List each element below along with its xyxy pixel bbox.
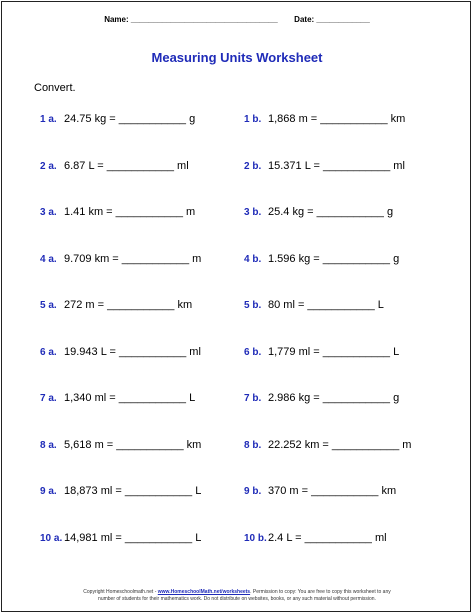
problem-7a	[40, 391, 195, 405]
problem-number: 8 a.	[40, 439, 57, 451]
problem-text[interactable]: 1,340 ml = ___________ L	[64, 392, 196, 404]
problem-4a	[40, 252, 201, 266]
instruction-text: Convert.	[34, 82, 76, 94]
problem-number: 6 b.	[244, 346, 262, 358]
problem-number: 3 a.	[40, 207, 57, 218]
name-date-header	[0, 15, 474, 24]
footer-line-2: number of students for their mathematics work. Do not distribute on websites, books, or any such material without permission.	[98, 596, 376, 602]
problem-number: 2 a.	[40, 160, 57, 172]
problem-4b	[244, 252, 399, 266]
date-label: Date:	[294, 15, 315, 24]
problem-number: 6 a.	[40, 346, 57, 358]
problem-number: 4 a.	[40, 253, 57, 265]
problem-number: 7 a.	[40, 393, 57, 404]
problem-number: 5 a.	[40, 300, 57, 311]
footer-prefix: Copyright Homeschoolmath.net -	[83, 589, 158, 595]
problem-2b	[244, 159, 405, 173]
problem-number: 2 b.	[244, 160, 262, 172]
problem-text[interactable]: 370 m = ___________ km	[268, 485, 397, 497]
page-title: Measuring Units Worksheet	[151, 50, 323, 65]
problem-6a	[40, 345, 201, 359]
problem-number: 1 a.	[40, 114, 57, 125]
date-blank[interactable]: ____________	[316, 15, 370, 24]
problem-8b	[244, 438, 411, 452]
problem-text[interactable]: 15.371 L = ___________ ml	[268, 159, 405, 172]
problem-3b	[244, 205, 393, 219]
problem-1a	[40, 112, 195, 126]
problem-text[interactable]: 6.87 L = ___________ ml	[64, 159, 189, 172]
problem-number: 5 b.	[244, 300, 262, 311]
problem-text[interactable]: 1,868 m = ___________ km	[268, 113, 406, 125]
problem-3a	[40, 205, 195, 219]
problem-text[interactable]: 2.4 L = ___________ ml	[268, 531, 387, 544]
problem-5b	[244, 298, 384, 312]
problem-text[interactable]: 22.252 km = ___________ m	[268, 438, 412, 451]
problem-number: 1 b.	[244, 114, 262, 125]
problem-text[interactable]: 1,779 ml = ___________ L	[268, 345, 400, 358]
problem-10a	[40, 531, 201, 545]
problem-5a	[40, 298, 192, 312]
problem-text[interactable]: 1.596 kg = ___________ g	[268, 252, 400, 265]
copyright-footer	[0, 589, 474, 603]
problem-9b	[244, 484, 396, 498]
problem-6b	[244, 345, 399, 359]
problem-text[interactable]: 18,873 ml = ___________ L	[64, 485, 202, 497]
problem-2a	[40, 159, 189, 173]
problem-text[interactable]: 272 m = ___________ km	[64, 299, 193, 311]
footer-link[interactable]: www.HomeschoolMath.net/worksheets	[157, 589, 251, 595]
problem-1b	[244, 112, 405, 126]
problem-text[interactable]: 9.709 km = ___________ m	[64, 252, 202, 265]
problem-text[interactable]: 80 ml = ___________ L	[268, 299, 384, 311]
problem-text[interactable]: 5,618 m = ___________ km	[64, 438, 202, 451]
problem-number: 9 a.	[40, 486, 57, 497]
problem-number: 8 b.	[244, 439, 262, 451]
problem-text[interactable]: 14,981 ml = ___________ L	[64, 531, 202, 544]
problem-text[interactable]: 19.943 L = ___________ ml	[64, 345, 201, 358]
problem-number: 3 b.	[244, 207, 262, 218]
name-blank[interactable]: _________________________________	[130, 15, 278, 24]
footer-suffix: . Permission to copy: You are free to copy this worksheet to any	[250, 589, 391, 595]
problem-text[interactable]: 24.75 kg = ___________ g	[64, 113, 196, 125]
problem-10b	[244, 531, 387, 545]
problem-8a	[40, 438, 201, 452]
problem-number: 10 b.	[244, 532, 267, 544]
problem-number: 4 b.	[244, 253, 262, 265]
name-label: Name:	[104, 15, 129, 24]
problem-number: 7 b.	[244, 393, 262, 404]
problem-text[interactable]: 25.4 kg = ___________ g	[268, 206, 394, 218]
problem-text[interactable]: 2.986 kg = ___________ g	[268, 392, 400, 404]
problem-7b	[244, 391, 399, 405]
problem-number: 10 a.	[40, 532, 63, 544]
problem-text[interactable]: 1.41 km = ___________ m	[64, 206, 196, 218]
problem-9a	[40, 484, 201, 498]
problem-number: 9 b.	[244, 486, 262, 497]
